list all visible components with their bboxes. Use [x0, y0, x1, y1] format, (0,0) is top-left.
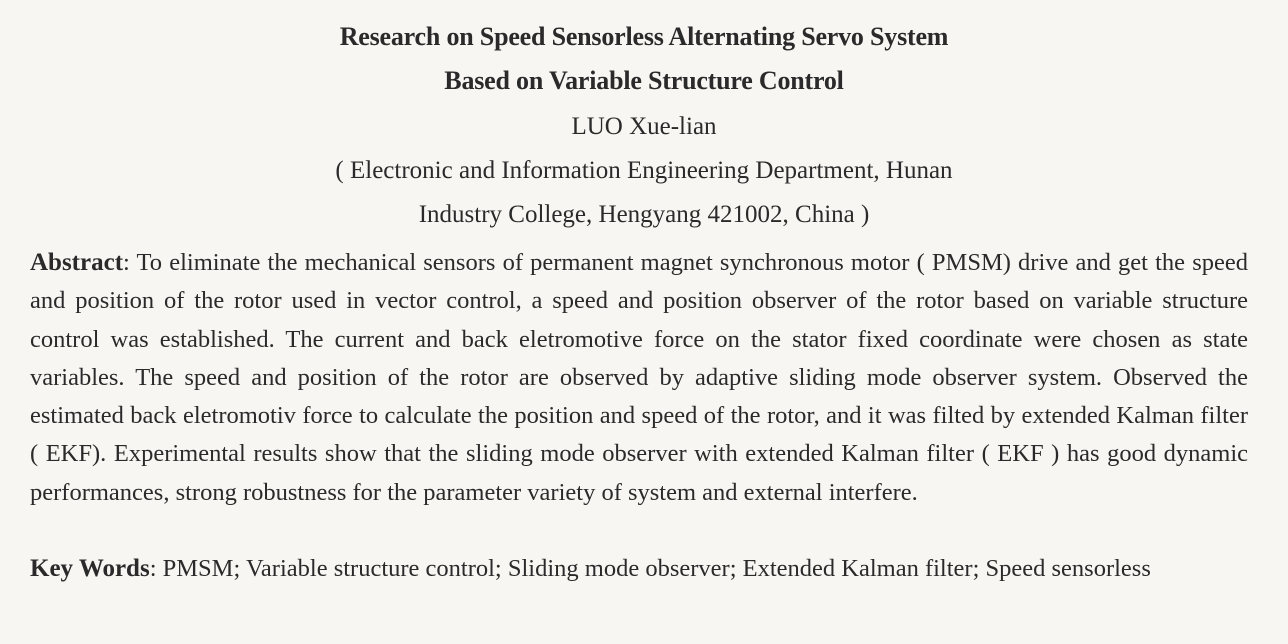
abstract-separator: : [123, 249, 137, 276]
affiliation-line-1: ( Electronic and Information Engineering Department, Hunan [335, 157, 953, 184]
keywords-separator: : [149, 555, 163, 582]
author-name: LUO Xue-lian [571, 113, 717, 140]
abstract-text: To eliminate the mechanical sensors of permanent magnet synchronous motor ( PMSM) drive and get the speed and position of the rotor used in vector control, a speed and position observer of the rotor based on variable structure control was established. The current and back eletromotive force on the stator fixed coordinate were chosen as state variables. The speed and position of the rotor are observed by adaptive sliding mode observer system. Observed the estimated back eletromotiv force to calculate the position and speed of the rotor, and it was filted by extended Kalman filter ( EKF). Experimental results show that the sliding mode observer with extended Kalman filter ( EKF ) has good dynamic performances, strong robustness for the parameter variety of system and external interfere. [30, 249, 1248, 506]
keywords-label: Key Words [30, 555, 150, 582]
abstract-paragraph [30, 244, 1248, 512]
affiliation-line-2: Industry College, Hengyang 421002, China ) [418, 201, 870, 228]
paper-title-line-1: Research on Speed Sensorless Alternating Servo System [339, 22, 949, 51]
paper-title-line-2: Based on Variable Structure Control [444, 66, 844, 95]
keywords-text: PMSM; Variable structure control; Sliding mode observer; Extended Kalman filter; Speed sensorless [162, 555, 1151, 582]
abstract-label: Abstract [30, 249, 124, 276]
keywords-paragraph [30, 550, 1248, 588]
